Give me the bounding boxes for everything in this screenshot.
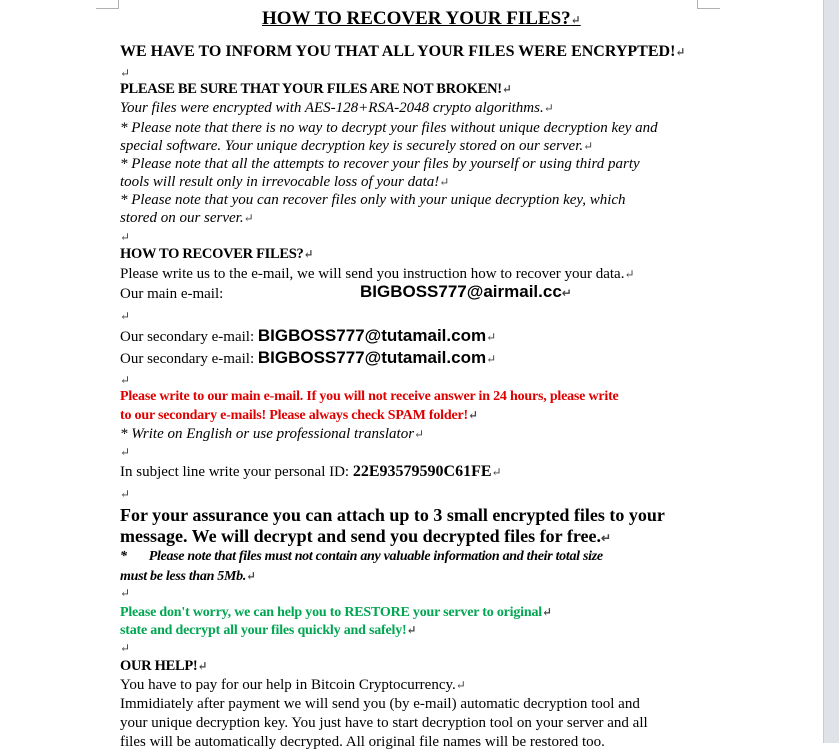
note-line: * Please note that there is no way to decrypt your files without unique decryption key and [120, 120, 658, 136]
document-page-edge [823, 0, 839, 743]
assurance-line: For your assurance you can attach up to 3 small encrypted files to your [120, 505, 665, 525]
help-line: files will be automatically decrypted. All original file names will be restored too. [120, 734, 605, 750]
write-us-text: Please write us to the e-mail, we will send you instruction how to recover your data.↵ [120, 266, 635, 282]
empty-paragraph-mark: ↵ [120, 373, 131, 387]
page-corner-mark-right [697, 0, 720, 9]
secondary-email-address: BIGBOSS777@tutamail.com [257, 348, 487, 367]
heading-not-broken: PLEASE BE SURE THAT YOUR FILES ARE NOT BROKEN!↵ [120, 81, 512, 97]
personal-id: 22E93579590C61FE [352, 463, 492, 480]
empty-paragraph-mark: ↵ [120, 445, 131, 459]
reassurance-line: Please don't worry, we can help you to RESTORE your server to original↵ [120, 605, 552, 620]
empty-paragraph-mark: ↵ [120, 230, 131, 244]
document-title: HOW TO RECOVER YOUR FILES?↵ [262, 8, 581, 29]
secondary-email-row: Our secondary e-mail: BIGBOSS777@tutamail.com↵ [120, 348, 497, 367]
assurance-line: message. We will decrypt and send you decrypted files for free.↵ [120, 526, 612, 546]
empty-paragraph-mark: ↵ [120, 309, 131, 323]
warning-line: Please write to our main e-mail. If you will not receive answer in 24 hours, please write [120, 389, 619, 404]
secondary-email-row: Our secondary e-mail: BIGBOSS777@tutamail.com↵ [120, 326, 497, 345]
files-note-line: must be less than 5Mb.↵ [120, 569, 256, 584]
english-note: * Write on English or use professional translator↵ [120, 426, 425, 442]
empty-paragraph-mark: ↵ [120, 487, 131, 501]
empty-paragraph-mark: ↵ [120, 66, 131, 80]
note-line: Your files were encrypted with AES-128+RSA-2048 crypto algorithms.↵ [120, 100, 554, 116]
secondary-email-address: BIGBOSS777@tutamail.com [257, 326, 487, 345]
empty-paragraph-mark: ↵ [120, 586, 131, 600]
page-corner-mark-left [96, 0, 119, 9]
main-email-address: BIGBOSS777@airmail.cc↵ [360, 282, 572, 301]
reassurance-line: state and decrypt all your files quickly and safely!↵ [120, 623, 417, 638]
help-line: your unique decryption key. You just have to start decryption tool on your server and all [120, 715, 648, 731]
note-line: tools will result only in irrevocable loss of your data!↵ [120, 174, 450, 190]
note-line: * Please note that you can recover files only with your unique decryption key, which [120, 192, 626, 208]
main-email-label: Our main e-mail: [120, 286, 224, 302]
help-line: Immidiately after payment we will send you (by e-mail) automatic decryption tool and [120, 696, 640, 712]
help-line: You have to pay for our help in Bitcoin Cryptocurrency.↵ [120, 677, 466, 693]
heading-how-to-recover: HOW TO RECOVER FILES?↵ [120, 246, 314, 262]
empty-paragraph-mark: ↵ [120, 641, 131, 655]
heading-our-help: OUR HELP!↵ [120, 658, 208, 674]
note-line: stored on our server.↵ [120, 210, 254, 226]
warning-line: to our secondary e-mails! Please always check SPAM folder!↵ [120, 408, 478, 423]
files-note-line: * Please note that files must not contain any valuable information and their total size [120, 549, 603, 564]
note-line: special software. Your unique decryption key is securely stored on our server.↵ [120, 138, 594, 154]
subject-line-row: In subject line write your personal ID: 22E93579590C61FE↵ [120, 463, 502, 480]
note-line: * Please note that all the attempts to recover your files by yourself or using third party [120, 156, 640, 172]
heading-encrypted: WE HAVE TO INFORM YOU THAT ALL YOUR FILES WERE ENCRYPTED!↵ [120, 43, 686, 60]
